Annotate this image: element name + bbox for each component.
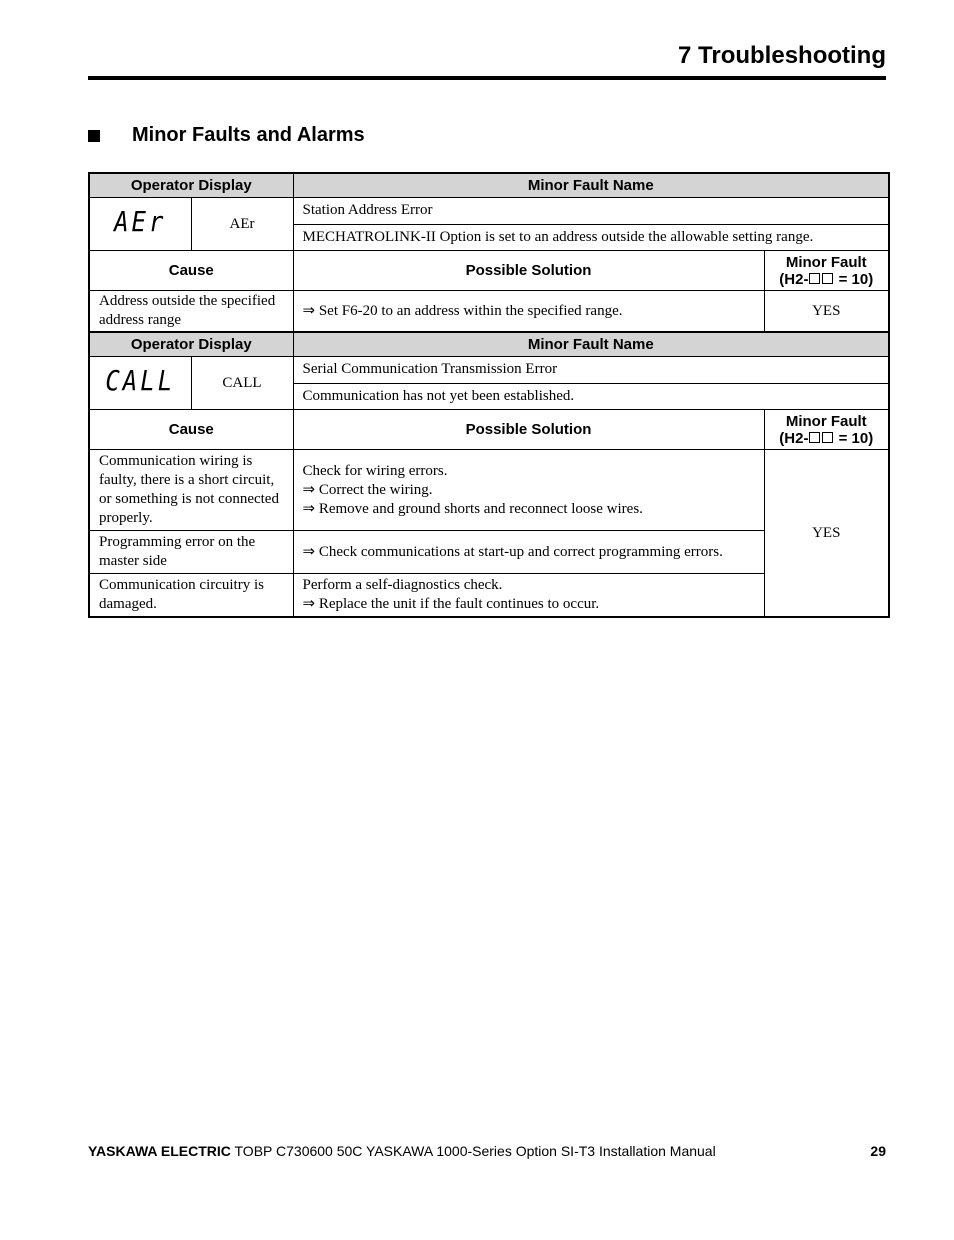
header-operator-display: Operator Display	[89, 332, 293, 357]
cause-row	[89, 291, 889, 333]
solution-text: Perform a self-diagnostics check. ⇒ Replace the unit if the fault continues to occur.	[293, 574, 764, 618]
header-operator-display: Operator Display	[89, 173, 293, 198]
header-minor-fault-name: Minor Fault Name	[293, 173, 889, 198]
page-footer	[88, 1143, 886, 1159]
minor-faults-table	[88, 172, 890, 618]
footer-document-info	[88, 1143, 716, 1159]
operator-display-digits	[89, 198, 191, 251]
fault-description: Communication has not yet been established.	[293, 383, 889, 410]
fault-description: MECHATROLINK-II Option is set to an address outside the allowable setting range.	[293, 224, 889, 251]
header-possible-solution: Possible Solution	[293, 251, 764, 291]
operator-display-code: AEr	[191, 198, 293, 251]
cause-row	[89, 450, 889, 531]
solution-text: ⇒ Check communications at start-up and correct programming errors.	[293, 531, 764, 574]
header-cause: Cause	[89, 410, 293, 450]
footer-brand: YASKAWA ELECTRIC	[88, 1143, 231, 1159]
cause-text: Communication wiring is faulty, there is a short circuit, or something is not connected properly.	[89, 450, 293, 531]
chapter-title: 7 Troubleshooting	[678, 42, 886, 69]
led-digits: AEr	[114, 205, 167, 238]
operator-display-code: CALL	[191, 357, 293, 410]
cause-text: Communication circuitry is damaged.	[89, 574, 293, 618]
square-bullet-icon	[88, 130, 100, 142]
fault-name: Serial Communication Transmission Error	[293, 357, 889, 384]
header-minor-fault: Minor Fault (H2- = 10)	[764, 251, 889, 291]
header-possible-solution: Possible Solution	[293, 410, 764, 450]
table-header-row	[89, 173, 889, 198]
fault-name-row	[89, 357, 889, 384]
table-header-row	[89, 332, 889, 357]
solution-text: ⇒ Set F6-20 to an address within the specified range.	[293, 291, 764, 333]
header-cause: Cause	[89, 251, 293, 291]
minor-fault-value: YES	[764, 450, 889, 618]
operator-display-digits	[89, 357, 191, 410]
cause-text: Address outside the specified address range	[89, 291, 293, 333]
cause-text: Programming error on the master side	[89, 531, 293, 574]
placeholder-box-icon	[809, 273, 820, 284]
section-title: Minor Faults and Alarms	[132, 124, 365, 146]
header-minor-fault-name: Minor Fault Name	[293, 332, 889, 357]
fault-name-row	[89, 198, 889, 225]
solution-text: Check for wiring errors. ⇒ Correct the wiring. ⇒ Remove and ground shorts and reconnect loose wires.	[293, 450, 764, 531]
fault-name: Station Address Error	[293, 198, 889, 225]
cause-header-row	[89, 251, 889, 291]
footer-doc-title: TOBP C730600 50C YASKAWA 1000-Series Option SI-T3 Installation Manual	[230, 1143, 716, 1159]
header-minor-fault: Minor Fault (H2- = 10)	[764, 410, 889, 450]
cause-header-row	[89, 410, 889, 450]
minor-fault-value: YES	[764, 291, 889, 333]
chapter-rule	[88, 76, 886, 80]
led-digits: CALL	[105, 364, 176, 397]
page-number: 29	[870, 1143, 886, 1159]
placeholder-box-icon	[822, 273, 833, 284]
section-heading	[88, 124, 365, 147]
placeholder-box-icon	[822, 432, 833, 443]
placeholder-box-icon	[809, 432, 820, 443]
